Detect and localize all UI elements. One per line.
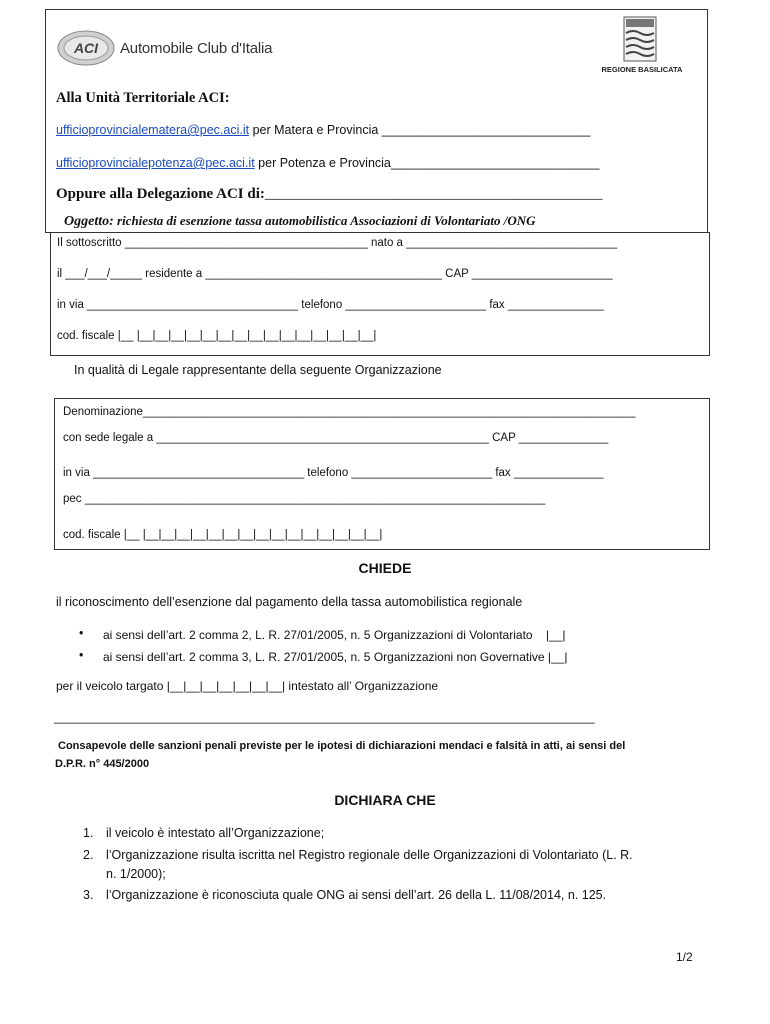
bullet-icon: • <box>79 648 84 662</box>
applicant-birth-line[interactable]: il ___/___/_____ residente a _____________________________________ CAP ______________________ <box>57 268 613 280</box>
region-label: REGIONE BASILICATA <box>601 65 683 74</box>
delegation-label: Oppure alla Delegazione ACI di: <box>56 186 265 202</box>
subject-text: richiesta di esenzione tassa automobilistica Associazioni di Volontariato /ONG <box>117 213 536 228</box>
logo-text: Automobile Club d'Italia <box>120 40 273 57</box>
email-matera-link[interactable]: ufficioprovincialematera@pec.aci.it <box>56 123 250 137</box>
applicant-name-line[interactable]: Il sottoscritto ______________________________________ nato a _________________________________ <box>57 237 618 249</box>
email-potenza-blank[interactable]: ______________________________ <box>390 156 600 170</box>
delegation-blank[interactable]: _____________________________________________ <box>264 186 603 202</box>
role-text: In qualità di Legale rappresentante della seguente Organizzazione <box>74 363 442 377</box>
applicant-address-line[interactable]: in via _________________________________ telefono ______________________ fax _______________ <box>57 299 604 311</box>
option-ong[interactable]: ai sensi dell’art. 2 comma 3, L. R. 27/01/2005, n. 5 Organizzazioni non Governative |__| <box>103 650 568 664</box>
vehicle-extra-line[interactable]: _________________________________________________________________________________ <box>54 710 595 724</box>
svg-text:ACI: ACI <box>73 40 99 56</box>
item-2-number: 2. <box>83 848 94 862</box>
item-2-text-cont: n. 1/2000); <box>106 867 166 881</box>
item-2-text: l’Organizzazione risulta iscritta nel Registro regionale delle Organizzazioni di Volontariato (L. R. <box>106 848 633 862</box>
declaration-warning: Consapevole delle sanzioni penali previste per le ipotesi di dichiarazioni mendaci e falsità in atti, ai sensi del <box>58 740 626 752</box>
item-1-text: il veicolo è intestato all’Organizzazione; <box>106 826 325 840</box>
delegation-line <box>56 186 602 203</box>
email-line-matera <box>56 123 590 137</box>
dichiara-title: DICHIARA CHE <box>334 792 436 808</box>
email-potenza-suffix: per Potenza e Provincia <box>258 156 391 170</box>
org-address-line[interactable]: in via _________________________________ telefono ______________________ fax ______________ <box>63 467 604 479</box>
org-fiscal-code[interactable]: cod. fiscale |__ |__|__|__|__|__|__|__|__|__|__|__|__|__|__|__| <box>63 529 383 541</box>
org-name-line[interactable]: Denominazione_____________________________________________________________________________ <box>63 406 636 418</box>
recipient-heading: Alla Unità Territoriale ACI: <box>56 90 230 106</box>
aci-logo-icon <box>56 28 116 73</box>
page-number: 1/2 <box>676 950 693 964</box>
email-matera-suffix: per Matera e Provincia <box>252 123 379 137</box>
email-potenza-link[interactable]: ufficioprovincialepotenza@pec.aci.it <box>56 156 255 170</box>
bullet-icon: • <box>79 626 84 640</box>
vehicle-plate-line[interactable]: per il veicolo targato |__|__|__|__|__|__|__| intestato all’ Organizzazione <box>56 679 439 693</box>
declaration-law: D.P.R. n° 445/2000 <box>55 758 150 770</box>
org-seat-line[interactable]: con sede legale a ____________________________________________________ CAP ______________ <box>63 432 609 444</box>
subject-line <box>64 213 535 230</box>
item-3-text: l’Organizzazione è riconosciuta quale ONG ai sensi dell’art. 26 della L. 11/08/2014, n. 125. <box>106 888 607 902</box>
chiede-title: CHIEDE <box>358 560 412 576</box>
email-line-potenza <box>56 156 599 170</box>
applicant-fiscal-code[interactable]: cod. fiscale |__ |__|__|__|__|__|__|__|__|__|__|__|__|__|__|__| <box>57 330 377 342</box>
item-1-number: 1. <box>83 826 94 840</box>
email-matera-blank[interactable]: ______________________________ <box>381 123 591 137</box>
chiede-intro: il riconoscimento dell’esenzione dal pagamento della tassa automobilistica regionale <box>56 595 523 609</box>
item-3-number: 3. <box>83 888 94 902</box>
subject-label: Oggetto: <box>64 214 114 229</box>
option-volontariato[interactable]: ai sensi dell’art. 2 comma 2, L. R. 27/01/2005, n. 5 Organizzazioni di Volontariato |__| <box>103 628 566 642</box>
org-pec-line[interactable]: pec ________________________________________________________________________ <box>63 493 546 505</box>
